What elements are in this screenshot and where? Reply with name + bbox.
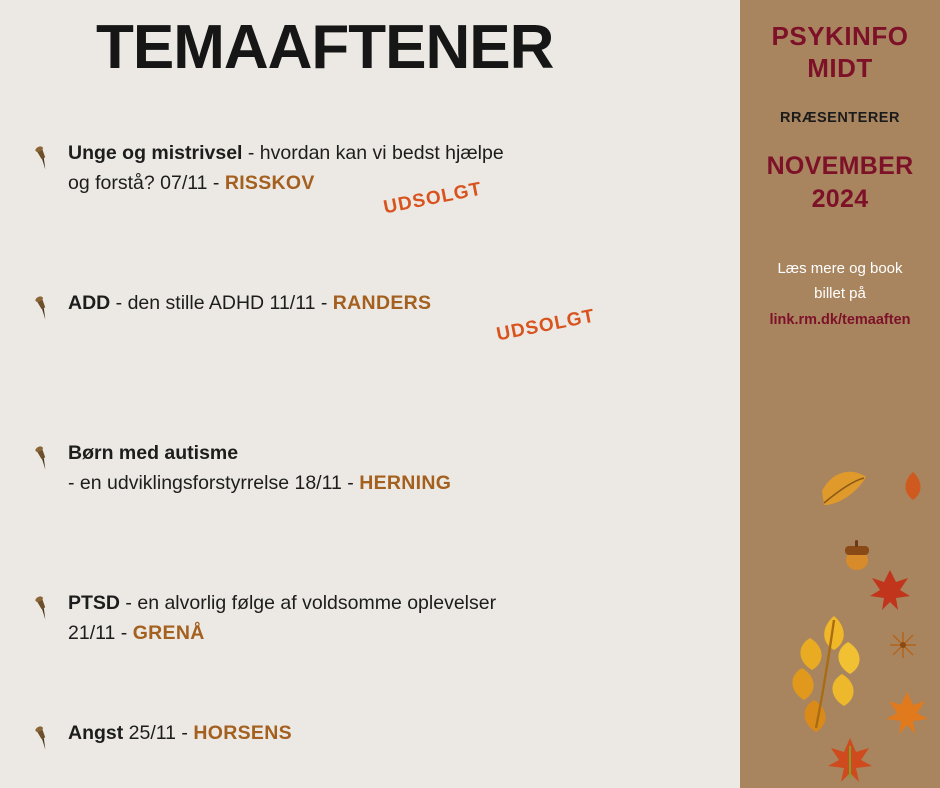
brand-line-2: MIDT: [807, 53, 873, 83]
pushpin-icon: [28, 446, 56, 474]
page-title: TEMAAFTENER: [96, 13, 554, 82]
booking-info: [740, 256, 940, 333]
pushpin-icon: [28, 726, 56, 754]
booking-link[interactable]: link.rm.dk/temaaften: [769, 312, 911, 328]
pushpin-icon: [28, 596, 56, 624]
event-city: RANDERS: [332, 292, 432, 314]
list-item[interactable]: [28, 718, 728, 788]
leaf-icon: [818, 465, 870, 516]
list-item[interactable]: [28, 588, 728, 680]
list-item[interactable]: [28, 438, 728, 530]
event-text: [68, 718, 728, 748]
event-desc-1: - en alvorlig følge af voldsomme oplevelser: [120, 592, 497, 614]
event-desc-1: 25/11 -: [123, 722, 194, 744]
presents-label: RRÆSENTERER: [780, 110, 900, 126]
status-badge: UDSOLGT: [381, 178, 484, 219]
status-badge: UDSOLGT: [494, 305, 597, 346]
brand-name: [740, 20, 940, 84]
event-title: Børn med autisme: [68, 442, 239, 464]
event-desc-2: og forstå? 07/11 -: [68, 172, 225, 194]
event-title: Unge og mistrivsel: [68, 142, 243, 164]
seed-pod-icon: [888, 630, 918, 665]
event-city: RISSKOV: [224, 172, 315, 194]
list-item[interactable]: [28, 288, 728, 380]
year-label: 2024: [811, 185, 869, 213]
brand-line-1: PSYKINFO: [771, 21, 909, 51]
maple-leaf-icon: [826, 736, 874, 788]
booking-line-2: billet på: [814, 285, 866, 302]
event-text: [68, 138, 728, 198]
maple-leaf-icon: [884, 690, 930, 741]
poster-sidebar: [740, 0, 940, 788]
pushpin-icon: [28, 296, 56, 324]
event-text: [68, 438, 728, 498]
month-label: NOVEMBER: [766, 152, 914, 180]
month-year: [740, 150, 940, 216]
event-title: Angst: [68, 722, 124, 744]
event-desc-2: - en udviklingsforstyrrelse 18/11 -: [68, 472, 360, 494]
pushpin-icon: [28, 146, 56, 174]
event-title: ADD: [68, 292, 111, 314]
leaf-icon: [898, 470, 928, 507]
event-city: GRENÅ: [132, 622, 205, 644]
event-text: [68, 288, 728, 318]
booking-line-1: Læs mere og book: [777, 260, 903, 277]
event-city: HERNING: [359, 472, 452, 494]
event-desc-1: - den stille ADHD 11/11 -: [110, 292, 333, 314]
event-text: [68, 588, 728, 648]
event-desc-2: 21/11 -: [68, 622, 133, 644]
event-title: PTSD: [68, 592, 121, 614]
list-item[interactable]: [28, 138, 728, 230]
event-city: HORSENS: [193, 722, 292, 744]
event-list: [28, 138, 728, 788]
compound-leaf-icon: [776, 608, 886, 741]
event-desc-1: - hvordan kan vi bedst hjælpe: [242, 142, 504, 164]
